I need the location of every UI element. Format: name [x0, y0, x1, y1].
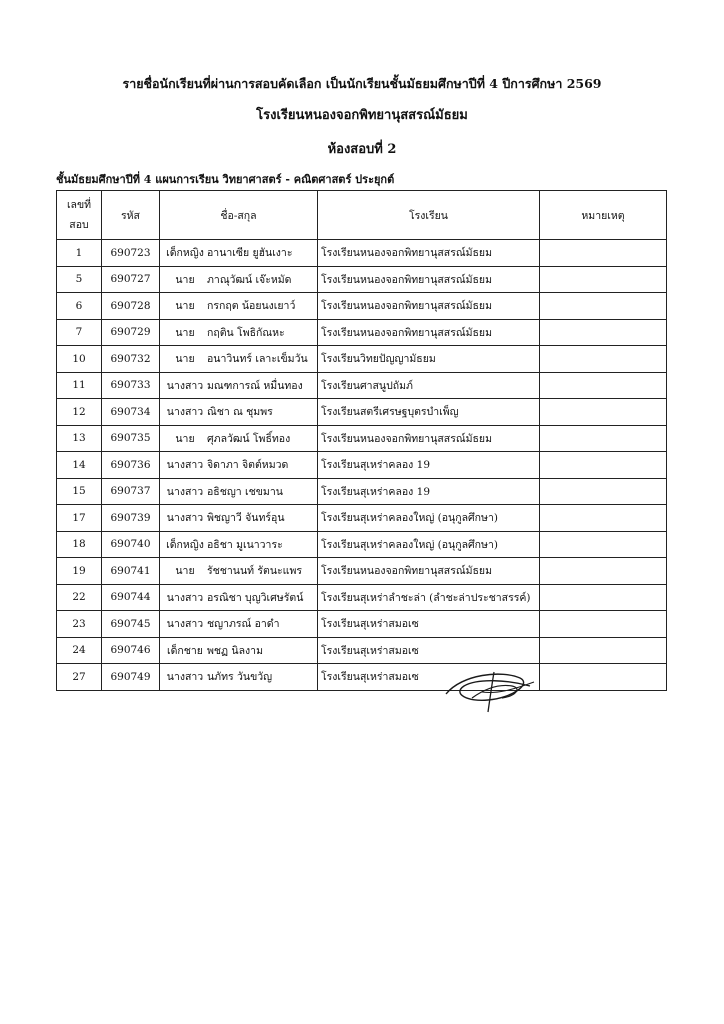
student-name: อรณิชา บุญวิเศษรัตน์	[207, 591, 304, 604]
student-code-cell: 690734	[102, 399, 160, 426]
student-code-cell: 690736	[102, 452, 160, 479]
name-prefix: เด็กหญิง	[166, 538, 204, 551]
seat-no-cell: 23	[57, 611, 102, 638]
remark-cell	[540, 266, 667, 293]
student-name-cell	[160, 531, 318, 558]
student-name-cell	[160, 452, 318, 479]
table-row	[57, 452, 667, 479]
seat-no-cell: 27	[57, 664, 102, 691]
seat-no-cell: 14	[57, 452, 102, 479]
remark-cell	[540, 240, 667, 267]
student-name-cell	[160, 637, 318, 664]
table-row	[57, 584, 667, 611]
school-cell: โรงเรียนสตรีเศรษฐบุตรบำเพ็ญ	[318, 399, 540, 426]
school-cell: โรงเรียนสุเหร่าลำชะล่า (ลำชะล่าประชาสรรค์)	[318, 584, 540, 611]
student-code-cell: 690728	[102, 293, 160, 320]
student-name-cell	[160, 558, 318, 585]
school-cell: โรงเรียนหนองจอกพิทยานุสสรณ์มัธยม	[318, 240, 540, 267]
student-name-cell	[160, 399, 318, 426]
student-name: มณฑการณ์ หมื่นทอง	[207, 379, 303, 392]
student-code-cell: 690741	[102, 558, 160, 585]
name-prefix: นาย	[175, 432, 195, 445]
student-name-cell	[160, 293, 318, 320]
school-cell: โรงเรียนสุเหร่าคลอง 19	[318, 452, 540, 479]
header-remark: หมายเหตุ	[540, 191, 667, 240]
school-cell: โรงเรียนหนองจอกพิทยานุสสรณ์มัธยม	[318, 319, 540, 346]
remark-cell	[540, 319, 667, 346]
table-row	[57, 372, 667, 399]
name-prefix: นางสาว	[166, 512, 204, 525]
school-cell: โรงเรียนหนองจอกพิทยานุสสรณ์มัธยม	[318, 425, 540, 452]
student-name: ภาณุวัฒน์ เจ๊ะหมัด	[207, 273, 292, 286]
table-row	[57, 478, 667, 505]
student-table	[56, 190, 667, 691]
header-code: รหัส	[102, 191, 160, 240]
remark-cell	[540, 372, 667, 399]
student-name: อานาเซีย ยูฮันเงาะ	[207, 247, 293, 260]
table-row	[57, 319, 667, 346]
student-name: ณิชา ณ ชุมพร	[207, 406, 273, 419]
table-row	[57, 531, 667, 558]
remark-cell	[540, 637, 667, 664]
student-name: รัชชานนท์ รัตนะแพร	[207, 565, 303, 578]
seat-no-cell: 24	[57, 637, 102, 664]
school-cell: โรงเรียนสุเหร่าสมอเซ	[318, 664, 540, 691]
name-prefix: นาย	[175, 326, 195, 339]
student-name-cell	[160, 240, 318, 267]
school-cell: โรงเรียนหนองจอกพิทยานุสสรณ์มัธยม	[318, 293, 540, 320]
table-row	[57, 346, 667, 373]
student-code-cell: 690745	[102, 611, 160, 638]
remark-cell	[540, 505, 667, 532]
seat-no-cell: 1	[57, 240, 102, 267]
table-row	[57, 425, 667, 452]
student-name: ชญาภรณ์ อาดำ	[207, 618, 280, 631]
name-prefix: นางสาว	[166, 591, 204, 604]
school-cell: โรงเรียนสุเหร่าคลอง 19	[318, 478, 540, 505]
table-row	[57, 611, 667, 638]
student-name-cell	[160, 346, 318, 373]
student-code-cell: 690739	[102, 505, 160, 532]
student-code-cell: 690735	[102, 425, 160, 452]
exam-room-heading: ห้องสอบที่ 2	[327, 142, 397, 157]
student-code-cell: 690737	[102, 478, 160, 505]
seat-no-cell: 7	[57, 319, 102, 346]
program-subtitle: ชั้นมัธยมศึกษาปีที่ 4 แผนการเรียน วิทยาศาสตร์ - คณิตศาสตร์ ประยุกต์	[56, 173, 395, 186]
student-name-cell	[160, 425, 318, 452]
student-name: อนาวินทร์ เลาะเข็มวัน	[207, 353, 308, 366]
name-prefix: นาย	[175, 300, 195, 313]
student-name-cell	[160, 611, 318, 638]
student-code-cell: 690740	[102, 531, 160, 558]
seat-no-cell: 22	[57, 584, 102, 611]
name-prefix: นางสาว	[166, 618, 204, 631]
student-code-cell: 690732	[102, 346, 160, 373]
remark-cell	[540, 664, 667, 691]
student-name-cell	[160, 319, 318, 346]
table-row	[57, 240, 667, 267]
table-row	[57, 293, 667, 320]
school-cell: โรงเรียนสุเหร่าสมอเซ	[318, 637, 540, 664]
school-cell: โรงเรียนวิทยปัญญามัธยม	[318, 346, 540, 373]
student-code-cell: 690723	[102, 240, 160, 267]
header-seat-no: เลขที่สอบ	[57, 191, 102, 240]
student-name: นภัทร วันขวัญ	[207, 671, 273, 684]
student-name: พชฏ นิลงาม	[207, 644, 263, 657]
student-name-cell	[160, 372, 318, 399]
student-code-cell: 690733	[102, 372, 160, 399]
table-row	[57, 266, 667, 293]
remark-cell	[540, 531, 667, 558]
name-prefix: นางสาว	[166, 485, 204, 498]
name-prefix: นาย	[175, 565, 195, 578]
school-cell: โรงเรียนสุเหร่าสมอเซ	[318, 611, 540, 638]
table-row	[57, 664, 667, 691]
header-name: ชื่อ-สกุล	[160, 191, 318, 240]
school-cell: โรงเรียนหนองจอกพิทยานุสสรณ์มัธยม	[318, 266, 540, 293]
remark-cell	[540, 293, 667, 320]
seat-no-cell: 11	[57, 372, 102, 399]
student-name: กรกฤต น้อยนงเยาว์	[207, 300, 296, 313]
remark-cell	[540, 478, 667, 505]
school-cell: โรงเรียนศาสนูปถัมภ์	[318, 372, 540, 399]
seat-no-cell: 17	[57, 505, 102, 532]
table-row	[57, 505, 667, 532]
name-prefix: เด็กหญิง	[166, 247, 204, 260]
remark-cell	[540, 584, 667, 611]
student-name: ศุภลวัฒน์ โพธิ์ทอง	[207, 432, 291, 445]
seat-no-cell: 5	[57, 266, 102, 293]
school-cell: โรงเรียนสุเหร่าคลองใหญ่ (อนุกูลศึกษา)	[318, 531, 540, 558]
table-row	[57, 558, 667, 585]
student-name-cell	[160, 584, 318, 611]
table-row	[57, 637, 667, 664]
remark-cell	[540, 399, 667, 426]
name-prefix: นางสาว	[166, 406, 204, 419]
document-title: รายชื่อนักเรียนที่ผ่านการสอบคัดเลือก เป็นนักเรียนชั้นมัธยมศึกษาปีที่ 4 ปีการศึกษา 2569	[122, 76, 602, 91]
table-header-row	[57, 191, 667, 240]
student-name: กฤติน โพธิกัณหะ	[207, 326, 285, 339]
remark-cell	[540, 425, 667, 452]
student-name: จิดาภา จิตต์หมวด	[207, 459, 289, 472]
header-school: โรงเรียน	[318, 191, 540, 240]
name-prefix: นางสาว	[166, 459, 204, 472]
name-prefix: นางสาว	[166, 671, 204, 684]
student-name-cell	[160, 664, 318, 691]
student-name: พิชญาวี จันทร์อุน	[207, 512, 285, 525]
student-name-cell	[160, 505, 318, 532]
remark-cell	[540, 346, 667, 373]
student-code-cell: 690729	[102, 319, 160, 346]
name-prefix: นาย	[175, 273, 195, 286]
seat-no-cell: 13	[57, 425, 102, 452]
seat-no-cell: 18	[57, 531, 102, 558]
student-code-cell: 690744	[102, 584, 160, 611]
seat-no-cell: 6	[57, 293, 102, 320]
seat-no-cell: 10	[57, 346, 102, 373]
student-name-cell	[160, 478, 318, 505]
name-prefix: นางสาว	[166, 379, 204, 392]
school-cell: โรงเรียนหนองจอกพิทยานุสสรณ์มัธยม	[318, 558, 540, 585]
signature	[442, 664, 538, 714]
school-cell: โรงเรียนสุเหร่าคลองใหญ่ (อนุกูลศึกษา)	[318, 505, 540, 532]
table-row	[57, 399, 667, 426]
school-name: โรงเรียนหนองจอกพิทยานุสสรณ์มัธยม	[256, 108, 468, 123]
student-code-cell: 690727	[102, 266, 160, 293]
student-name: อธิชา มูเนาวาระ	[207, 538, 283, 551]
seat-no-cell: 15	[57, 478, 102, 505]
remark-cell	[540, 452, 667, 479]
remark-cell	[540, 558, 667, 585]
name-prefix: นาย	[175, 353, 195, 366]
seat-no-cell: 19	[57, 558, 102, 585]
remark-cell	[540, 611, 667, 638]
name-prefix: เด็กชาย	[167, 644, 203, 657]
student-name: อธิชญา เชขมาน	[207, 485, 283, 498]
student-name-cell	[160, 266, 318, 293]
student-code-cell: 690746	[102, 637, 160, 664]
student-code-cell: 690749	[102, 664, 160, 691]
seat-no-cell: 12	[57, 399, 102, 426]
